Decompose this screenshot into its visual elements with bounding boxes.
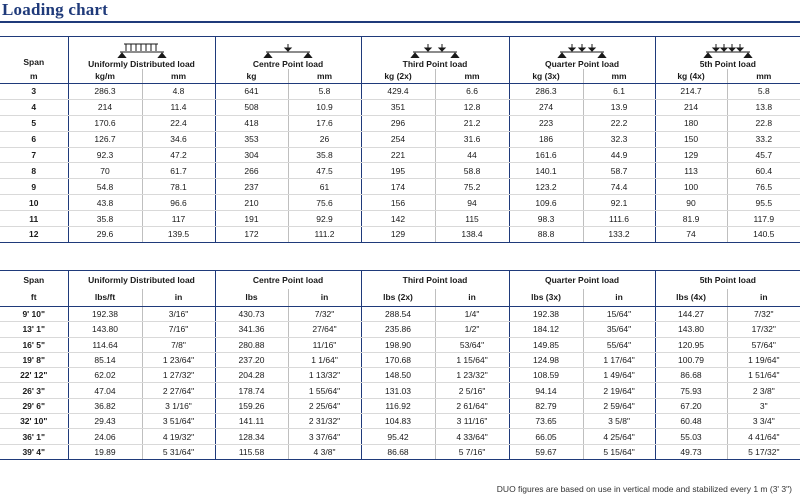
deflection-cell: 3 11/16" [435, 414, 509, 429]
footnote: DUO figures are based on use in vertical mode and stabilized every 1 m (3' 3") [496, 484, 792, 494]
third-point-header: Third Point load [361, 271, 509, 289]
deflection-cell: 1 13/32" [288, 368, 361, 383]
load-cell: 418 [215, 115, 288, 131]
load-cell: 280.88 [215, 337, 288, 352]
load-cell: 85.14 [68, 352, 142, 367]
deflection-cell: 1 23/64" [142, 352, 215, 367]
span-unit: m [0, 69, 68, 84]
table-units-row [0, 69, 800, 84]
load-cell: 304 [215, 147, 288, 163]
deflection-cell: 44.9 [583, 147, 655, 163]
deflection-cell: 117.9 [727, 211, 800, 227]
span-cell: 10 [0, 195, 68, 211]
table-row [0, 429, 800, 444]
deflection-cell: 58.8 [435, 163, 509, 179]
table-row [0, 368, 800, 383]
deflection-cell: 32.3 [583, 131, 655, 147]
load-cell: 104.83 [361, 414, 435, 429]
span-cell: 4 [0, 99, 68, 115]
unit-label: lbs (2x) [361, 289, 435, 307]
deflection-cell: 76.5 [727, 179, 800, 195]
deflection-cell: 1 19/64" [727, 352, 800, 367]
deflection-cell: 139.5 [142, 227, 215, 243]
load-cell: 124.98 [509, 352, 583, 367]
quarter-point-header: Quarter Point load [509, 37, 655, 69]
load-cell: 140.1 [509, 163, 583, 179]
load-cell: 191 [215, 211, 288, 227]
deflection-cell: 1/2" [435, 322, 509, 337]
load-cell: 172 [215, 227, 288, 243]
load-cell: 286.3 [68, 84, 142, 100]
deflection-cell: 140.5 [727, 227, 800, 243]
load-cell: 235.86 [361, 322, 435, 337]
table-row [0, 307, 800, 322]
load-cell: 198.90 [361, 337, 435, 352]
load-cell: 351 [361, 99, 435, 115]
load-cell: 170.68 [361, 352, 435, 367]
deflection-cell: 22.2 [583, 115, 655, 131]
deflection-cell: 7/32" [727, 307, 800, 322]
load-cell: 19.89 [68, 444, 142, 459]
unit-label: in [435, 289, 509, 307]
deflection-cell: 1 27/32" [142, 368, 215, 383]
deflection-cell: 92.1 [583, 195, 655, 211]
deflection-cell: 17/32" [727, 322, 800, 337]
span-cell: 9' 10" [0, 307, 68, 322]
deflection-cell: 7/8" [142, 337, 215, 352]
deflection-cell: 3 51/64" [142, 414, 215, 429]
load-cell: 73.65 [509, 414, 583, 429]
load-cell: 24.06 [68, 429, 142, 444]
unit-label: kg (4x) [655, 69, 727, 84]
deflection-cell: 31.6 [435, 131, 509, 147]
load-cell: 75.93 [655, 383, 727, 398]
load-cell: 149.85 [509, 337, 583, 352]
unit-label: in [142, 289, 215, 307]
load-cell: 49.73 [655, 444, 727, 459]
deflection-cell: 60.4 [727, 163, 800, 179]
load-cell: 108.59 [509, 368, 583, 383]
span-cell: 29' 6" [0, 398, 68, 413]
deflection-cell: 2 27/64" [142, 383, 215, 398]
load-cell: 114.64 [68, 337, 142, 352]
load-cell: 429.4 [361, 84, 435, 100]
deflection-cell: 3 5/8" [583, 414, 655, 429]
load-cell: 296 [361, 115, 435, 131]
deflection-cell: 5.8 [288, 84, 361, 100]
deflection-cell: 1 1/64" [288, 352, 361, 367]
deflection-cell: 5 15/64" [583, 444, 655, 459]
load-cell: 70 [68, 163, 142, 179]
third-point-beam-icon [409, 42, 461, 58]
load-cell: 98.3 [509, 211, 583, 227]
deflection-cell: 5 7/16" [435, 444, 509, 459]
span-cell: 7 [0, 147, 68, 163]
unit-label: in [727, 289, 800, 307]
table-row [0, 99, 800, 115]
deflection-cell: 2 19/64" [583, 383, 655, 398]
unit-label: kg [215, 69, 288, 84]
table-row [0, 115, 800, 131]
deflection-cell: 3 37/64" [288, 429, 361, 444]
load-cell: 94.14 [509, 383, 583, 398]
deflection-cell: 94 [435, 195, 509, 211]
deflection-cell: 47.5 [288, 163, 361, 179]
deflection-cell: 1 55/64" [288, 383, 361, 398]
udl-header: Uniformly Distributed load [68, 37, 215, 69]
load-cell: 192.38 [509, 307, 583, 322]
deflection-cell: 3" [727, 398, 800, 413]
metric-loading-table [0, 36, 800, 243]
deflection-cell: 33.2 [727, 131, 800, 147]
load-cell: 36.82 [68, 398, 142, 413]
load-cell: 74 [655, 227, 727, 243]
unit-label: mm [142, 69, 215, 84]
load-cell: 195 [361, 163, 435, 179]
deflection-cell: 11.4 [142, 99, 215, 115]
load-cell: 254 [361, 131, 435, 147]
udl-header: Uniformly Distributed load [68, 271, 215, 289]
load-cell: 186 [509, 131, 583, 147]
table-row [0, 195, 800, 211]
load-cell: 88.8 [509, 227, 583, 243]
load-cell: 86.68 [361, 444, 435, 459]
load-cell: 204.28 [215, 368, 288, 383]
third-point-header: Third Point load [361, 37, 509, 69]
unit-label: lbs [215, 289, 288, 307]
deflection-cell: 1/4" [435, 307, 509, 322]
span-cell: 6 [0, 131, 68, 147]
span-cell: 13' 1" [0, 322, 68, 337]
table-header-row [0, 271, 800, 289]
load-cell: 120.95 [655, 337, 727, 352]
deflection-cell: 15/64" [583, 307, 655, 322]
load-cell: 288.54 [361, 307, 435, 322]
span-cell: 11 [0, 211, 68, 227]
load-cell: 430.73 [215, 307, 288, 322]
deflection-cell: 75.6 [288, 195, 361, 211]
load-cell: 29.43 [68, 414, 142, 429]
load-cell: 221 [361, 147, 435, 163]
load-cell: 60.48 [655, 414, 727, 429]
deflection-cell: 96.6 [142, 195, 215, 211]
fifth-point-beam-icon [702, 42, 754, 58]
deflection-cell: 2 5/16" [435, 383, 509, 398]
span-cell: 12 [0, 227, 68, 243]
deflection-cell: 1 17/64" [583, 352, 655, 367]
load-cell: 286.3 [509, 84, 583, 100]
table-row [0, 383, 800, 398]
deflection-cell: 3 1/16" [142, 398, 215, 413]
span-unit: ft [0, 289, 68, 307]
deflection-cell: 1 49/64" [583, 368, 655, 383]
deflection-cell: 35.8 [288, 147, 361, 163]
load-cell: 123.2 [509, 179, 583, 195]
span-cell: 36' 1" [0, 429, 68, 444]
centre-point-header: Centre Point load [215, 271, 361, 289]
deflection-cell: 3/16" [142, 307, 215, 322]
deflection-cell: 2 31/32" [288, 414, 361, 429]
span-cell: 5 [0, 115, 68, 131]
table-row [0, 84, 800, 100]
deflection-cell: 5 17/32" [727, 444, 800, 459]
quarter-point-header: Quarter Point load [509, 271, 655, 289]
table-row [0, 211, 800, 227]
title-rule [0, 21, 800, 23]
load-cell: 141.11 [215, 414, 288, 429]
deflection-cell: 117 [142, 211, 215, 227]
load-cell: 161.6 [509, 147, 583, 163]
load-cell: 43.8 [68, 195, 142, 211]
unit-label: lbs/ft [68, 289, 142, 307]
deflection-cell: 12.8 [435, 99, 509, 115]
load-cell: 150 [655, 131, 727, 147]
table-row [0, 337, 800, 352]
span-cell: 39' 4" [0, 444, 68, 459]
load-cell: 90 [655, 195, 727, 211]
unit-label: kg/m [68, 69, 142, 84]
centre-point-header: Centre Point load [215, 37, 361, 69]
deflection-cell: 6.6 [435, 84, 509, 100]
load-cell: 129 [655, 147, 727, 163]
table-row [0, 131, 800, 147]
fifth-point-header: 5th Point load [655, 271, 800, 289]
load-cell: 142 [361, 211, 435, 227]
deflection-cell: 22.4 [142, 115, 215, 131]
deflection-cell: 1 23/32" [435, 368, 509, 383]
deflection-cell: 138.4 [435, 227, 509, 243]
table-row [0, 147, 800, 163]
deflection-cell: 95.5 [727, 195, 800, 211]
load-cell: 143.80 [655, 322, 727, 337]
deflection-cell: 75.2 [435, 179, 509, 195]
unit-label: mm [288, 69, 361, 84]
load-cell: 159.26 [215, 398, 288, 413]
deflection-cell: 5 31/64" [142, 444, 215, 459]
deflection-cell: 4 25/64" [583, 429, 655, 444]
deflection-cell: 27/64" [288, 322, 361, 337]
load-cell: 66.05 [509, 429, 583, 444]
deflection-cell: 35/64" [583, 322, 655, 337]
deflection-cell: 17.6 [288, 115, 361, 131]
deflection-cell: 57/64" [727, 337, 800, 352]
deflection-cell: 7/16" [142, 322, 215, 337]
table-header-row [0, 37, 800, 69]
span-cell: 9 [0, 179, 68, 195]
load-cell: 180 [655, 115, 727, 131]
load-cell: 237.20 [215, 352, 288, 367]
table-row [0, 322, 800, 337]
deflection-cell: 133.2 [583, 227, 655, 243]
table-row [0, 398, 800, 413]
unit-label: lbs (4x) [655, 289, 727, 307]
table-row [0, 444, 800, 459]
load-cell: 170.6 [68, 115, 142, 131]
deflection-cell: 13.8 [727, 99, 800, 115]
load-cell: 508 [215, 99, 288, 115]
deflection-cell: 111.2 [288, 227, 361, 243]
load-cell: 143.80 [68, 322, 142, 337]
deflection-cell: 22.8 [727, 115, 800, 131]
load-cell: 184.12 [509, 322, 583, 337]
imperial-loading-table [0, 270, 800, 460]
centre-point-beam-icon [262, 42, 314, 58]
deflection-cell: 61 [288, 179, 361, 195]
deflection-cell: 5.8 [727, 84, 800, 100]
deflection-cell: 2 59/64" [583, 398, 655, 413]
deflection-cell: 11/16" [288, 337, 361, 352]
unit-label: in [288, 289, 361, 307]
table-row [0, 227, 800, 243]
quarter-point-beam-icon [556, 42, 608, 58]
deflection-cell: 74.4 [583, 179, 655, 195]
load-cell: 274 [509, 99, 583, 115]
load-cell: 82.79 [509, 398, 583, 413]
deflection-cell: 34.6 [142, 131, 215, 147]
load-cell: 55.03 [655, 429, 727, 444]
deflection-cell: 1 51/64" [727, 368, 800, 383]
load-cell: 35.8 [68, 211, 142, 227]
deflection-cell: 26 [288, 131, 361, 147]
table-row [0, 179, 800, 195]
load-cell: 59.67 [509, 444, 583, 459]
page-title: Loading chart [2, 0, 109, 19]
table-row [0, 352, 800, 367]
deflection-cell: 111.6 [583, 211, 655, 227]
load-cell: 192.38 [68, 307, 142, 322]
deflection-cell: 115 [435, 211, 509, 227]
table-row [0, 414, 800, 429]
load-cell: 641 [215, 84, 288, 100]
load-cell: 67.20 [655, 398, 727, 413]
deflection-cell: 4 3/8" [288, 444, 361, 459]
load-cell: 266 [215, 163, 288, 179]
load-cell: 148.50 [361, 368, 435, 383]
unit-label: lbs (3x) [509, 289, 583, 307]
unit-label: mm [727, 69, 800, 84]
load-cell: 210 [215, 195, 288, 211]
span-cell: 26' 3" [0, 383, 68, 398]
fifth-point-header: 5th Point load [655, 37, 800, 69]
deflection-cell: 92.9 [288, 211, 361, 227]
deflection-cell: 55/64" [583, 337, 655, 352]
load-cell: 223 [509, 115, 583, 131]
load-cell: 131.03 [361, 383, 435, 398]
unit-label: mm [435, 69, 509, 84]
deflection-cell: 78.1 [142, 179, 215, 195]
load-cell: 81.9 [655, 211, 727, 227]
deflection-cell: 3 3/4" [727, 414, 800, 429]
load-cell: 128.34 [215, 429, 288, 444]
unit-label: mm [583, 69, 655, 84]
load-cell: 47.04 [68, 383, 142, 398]
deflection-cell: 2 25/64" [288, 398, 361, 413]
deflection-cell: 7/32" [288, 307, 361, 322]
deflection-cell: 6.1 [583, 84, 655, 100]
load-cell: 156 [361, 195, 435, 211]
span-cell: 32' 10" [0, 414, 68, 429]
deflection-cell: 1 15/64" [435, 352, 509, 367]
table-units-row [0, 289, 800, 307]
load-cell: 174 [361, 179, 435, 195]
deflection-cell: 4.8 [142, 84, 215, 100]
load-cell: 237 [215, 179, 288, 195]
deflection-cell: 47.2 [142, 147, 215, 163]
unit-label: kg (3x) [509, 69, 583, 84]
span-cell: 8 [0, 163, 68, 179]
load-cell: 113 [655, 163, 727, 179]
span-header: Span [23, 56, 45, 67]
load-cell: 62.02 [68, 368, 142, 383]
load-cell: 95.42 [361, 429, 435, 444]
deflection-cell: 4 41/64" [727, 429, 800, 444]
deflection-cell: 4 19/32" [142, 429, 215, 444]
span-header: Span [23, 274, 45, 285]
load-cell: 115.58 [215, 444, 288, 459]
deflection-cell: 4 33/64" [435, 429, 509, 444]
load-cell: 54.8 [68, 179, 142, 195]
span-cell: 19' 8" [0, 352, 68, 367]
deflection-cell: 45.7 [727, 147, 800, 163]
deflection-cell: 58.7 [583, 163, 655, 179]
deflection-cell: 13.9 [583, 99, 655, 115]
unit-label: in [583, 289, 655, 307]
deflection-cell: 10.9 [288, 99, 361, 115]
load-cell: 86.68 [655, 368, 727, 383]
udl-beam-icon [116, 42, 168, 58]
load-cell: 214.7 [655, 84, 727, 100]
load-cell: 341.36 [215, 322, 288, 337]
table-row [0, 163, 800, 179]
load-cell: 178.74 [215, 383, 288, 398]
load-cell: 100 [655, 179, 727, 195]
span-cell: 16' 5" [0, 337, 68, 352]
load-cell: 129 [361, 227, 435, 243]
load-cell: 126.7 [68, 131, 142, 147]
load-cell: 29.6 [68, 227, 142, 243]
deflection-cell: 44 [435, 147, 509, 163]
load-cell: 353 [215, 131, 288, 147]
load-cell: 144.27 [655, 307, 727, 322]
load-cell: 214 [655, 99, 727, 115]
deflection-cell: 21.2 [435, 115, 509, 131]
unit-label: kg (2x) [361, 69, 435, 84]
deflection-cell: 2 3/8" [727, 383, 800, 398]
span-cell: 22' 12" [0, 368, 68, 383]
deflection-cell: 61.7 [142, 163, 215, 179]
deflection-cell: 53/64" [435, 337, 509, 352]
load-cell: 116.92 [361, 398, 435, 413]
load-cell: 109.6 [509, 195, 583, 211]
load-cell: 100.79 [655, 352, 727, 367]
deflection-cell: 2 61/64" [435, 398, 509, 413]
load-cell: 214 [68, 99, 142, 115]
load-cell: 92.3 [68, 147, 142, 163]
span-cell: 3 [0, 84, 68, 100]
